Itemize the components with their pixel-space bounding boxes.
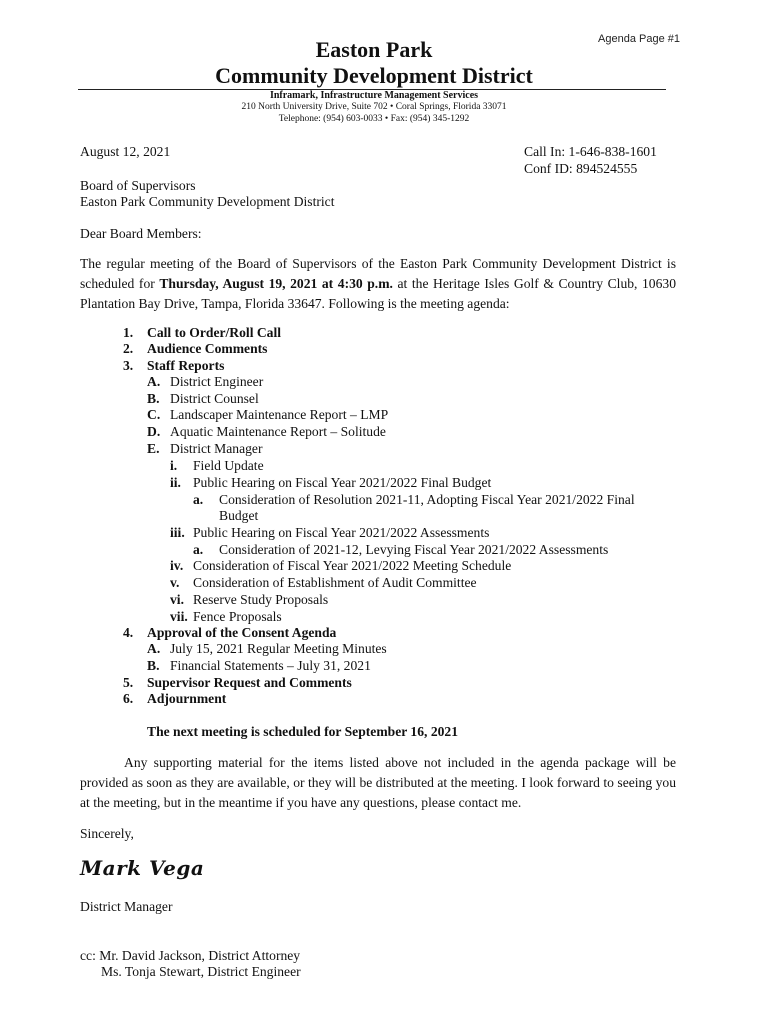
company-address: 210 North University Drive, Suite 702 • Coral Springs, Florida 33071 [241,102,507,112]
agenda-roman: ii. [170,475,181,490]
agenda-roman: i. [170,458,178,473]
agenda-subnum: C. [147,407,161,422]
agenda-item: Call to Order/Roll Call [147,325,282,340]
agenda-item: Audience Comments [147,341,268,356]
district-title-line2: Community Development District [215,63,533,88]
agenda-roman: vii. [170,609,188,624]
agenda-roman-item: Public Hearing on Fiscal Year 2021/2022 Final Budget [193,475,492,490]
conference-id: Conf ID: 894524555 [524,161,638,176]
agenda-subitem: District Counsel [170,391,259,406]
agenda-num: 3. [123,358,134,373]
agenda-item: Approval of the Consent Agenda [147,625,337,640]
agenda-subitem: July 15, 2021 Regular Meeting Minutes [170,641,387,656]
letter-date: August 12, 2021 [80,144,171,159]
sincerely: Sincerely, [80,826,134,841]
agenda-item: Staff Reports [147,358,225,373]
call-in-number: Call In: 1-646-838-1601 [524,144,657,159]
agenda-num: 5. [123,675,134,690]
agenda-page-label: Agenda Page #1 [598,33,680,45]
agenda-roman: iii. [170,525,185,540]
agenda-letter-item: Consideration of Resolution 2021-11, Adopting Fiscal Year 2021/2022 Final [219,492,635,507]
intro-paragraph [80,254,676,314]
agenda-subitem: District Engineer [170,374,264,389]
agenda-roman-item: Consideration of Establishment of Audit Committee [193,575,477,590]
cc-line2: Ms. Tonja Stewart, District Engineer [101,964,301,979]
agenda-roman-item: Consideration of Fiscal Year 2021/2022 Meeting Schedule [193,558,512,573]
agenda-subitem: Financial Statements – July 31, 2021 [170,658,371,673]
agenda-letter-item-cont: Budget [219,508,259,523]
meeting-datetime: Thursday, August 19, 2021 at 4:30 p.m. [159,276,393,291]
intro-text-1: The regular meeting of the Board of Supervisors of the Easton Park Community Development District is scheduled for [80,256,676,291]
agenda-num: 6. [123,691,134,706]
company-phone: Telephone: (954) 603-0033 • Fax: (954) 345-1292 [278,114,470,124]
agenda-item: Supervisor Request and Comments [147,675,352,690]
agenda-roman-item: Fence Proposals [193,609,282,624]
agenda-subnum: A. [147,374,161,389]
agenda-letter: a. [193,542,204,557]
agenda-roman: v. [170,575,180,590]
agenda-roman: vi. [170,592,184,607]
agenda-subnum: A. [147,641,161,656]
agenda-subnum: D. [147,424,161,439]
agenda-subitem: District Manager [170,441,263,456]
recipient-line2: Easton Park Community Development District [80,194,335,209]
agenda-roman: iv. [170,558,184,573]
agenda-roman-item: Reserve Study Proposals [193,592,329,607]
agenda-letter: a. [193,492,204,507]
agenda-item: Adjournment [147,691,227,706]
cc-line1: cc: Mr. David Jackson, District Attorney [80,948,301,963]
handwritten-signature: Mark Vega [80,856,205,880]
agenda-letter-item: Consideration of 2021-12, Levying Fiscal Year 2021/2022 Assessments [219,542,609,557]
agenda-num: 4. [123,625,134,640]
agenda-subnum: B. [147,391,160,406]
agenda-subnum: E. [147,441,160,456]
agenda-subitem: Landscaper Maintenance Report – LMP [170,407,389,422]
agenda-roman-item: Field Update [193,458,264,473]
district-title-line1: Easton Park [315,37,433,62]
company-name: Inframark, Infrastructure Management Services [269,90,479,101]
intro-text-2: at the Heritage Isles Golf & Country Club, 10630 Plantation Bay Drive, Tampa, Florida 33647. Following is the meeting agenda: [80,276,676,311]
agenda-roman-item: Public Hearing on Fiscal Year 2021/2022 Assessments [193,525,490,540]
agenda-num: 2. [123,341,134,356]
agenda-num: 1. [123,325,134,340]
agenda-subnum: B. [147,658,160,673]
salutation: Dear Board Members: [80,226,202,241]
recipient-line1: Board of Supervisors [80,178,196,193]
next-meeting-notice: The next meeting is scheduled for September 16, 2021 [147,724,459,739]
closing-paragraph: Any supporting material for the items listed above not included in the agenda package will be provided as soon as they are available, or they will be distributed at the meeting. I look forward to seeing you at the meeting, but in the meantime if you have any questions, please contact me. [80,755,676,810]
signer-title: District Manager [80,899,173,914]
agenda-subitem: Aquatic Maintenance Report – Solitude [170,424,386,439]
